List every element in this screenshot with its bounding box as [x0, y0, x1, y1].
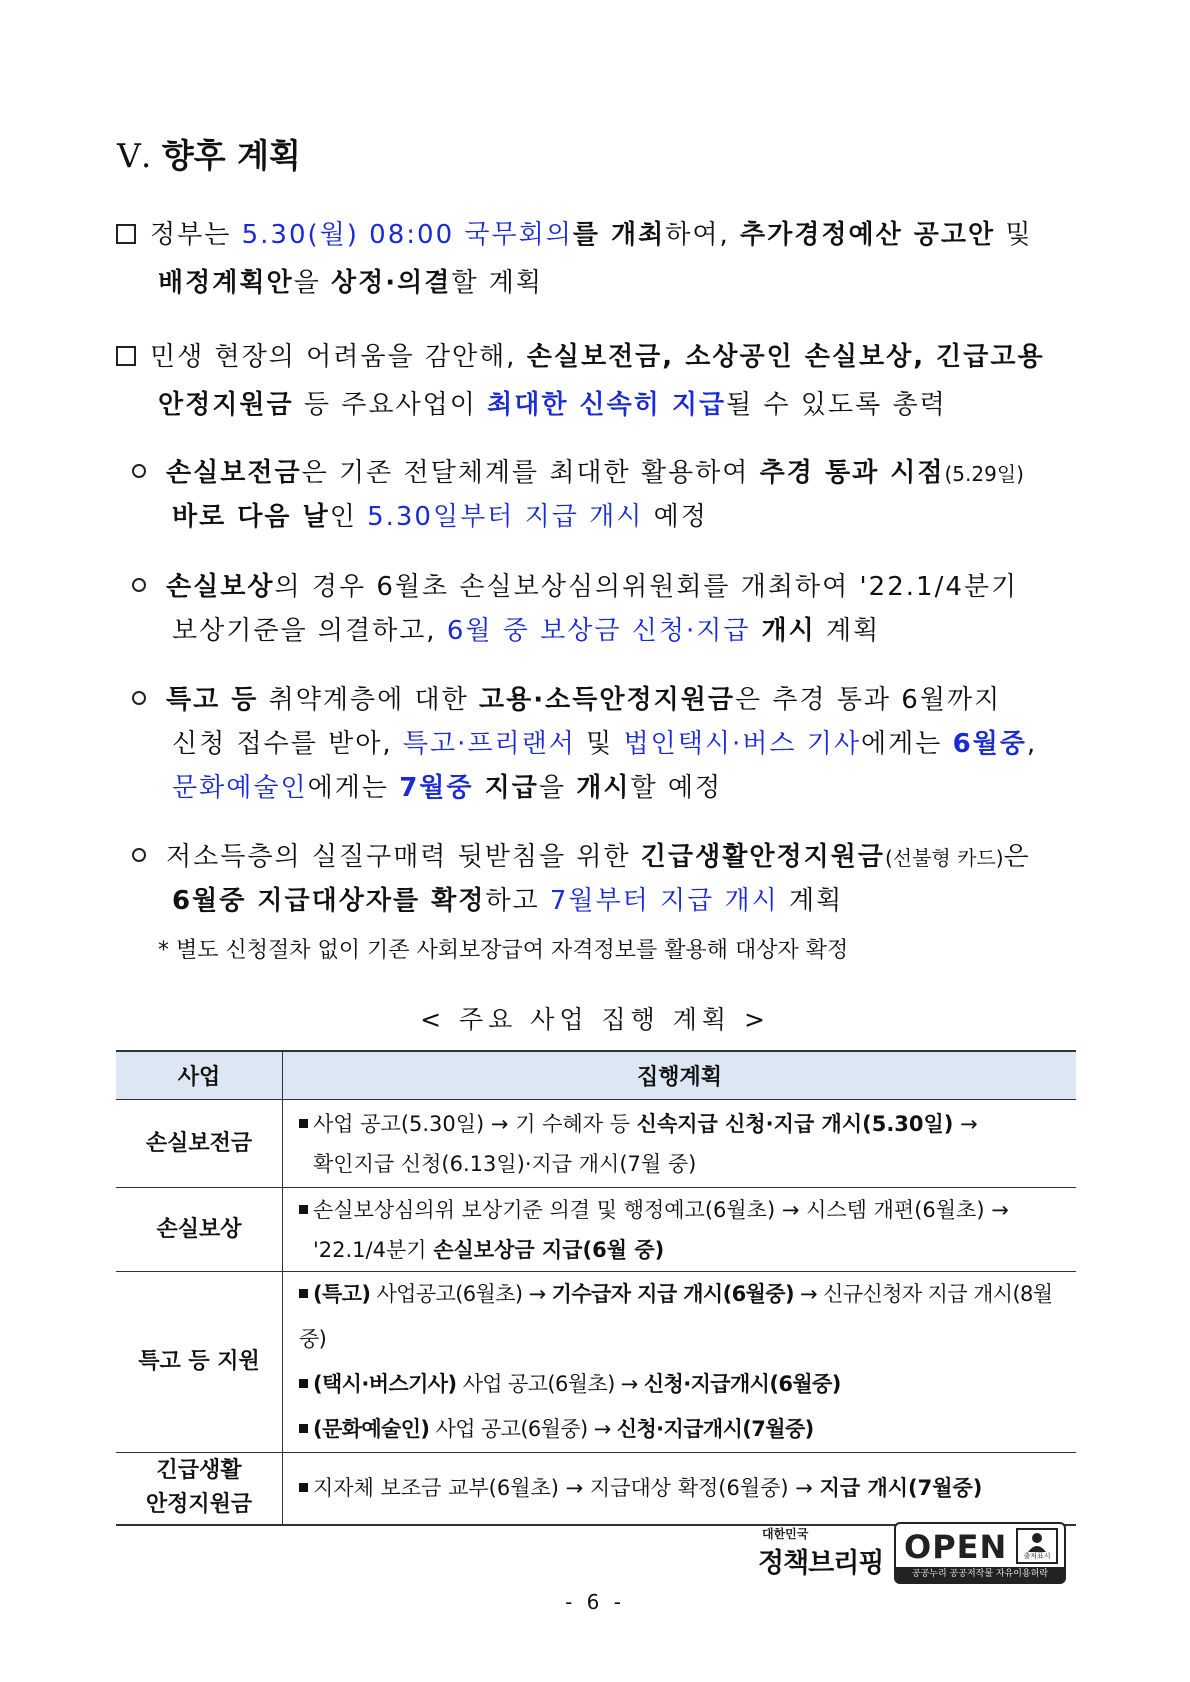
- text-span: 보상기준을 의결하고,: [172, 616, 447, 646]
- bullet-3-line-2: [172, 723, 1037, 765]
- text-span: 사업공고(6월초) →: [370, 1282, 552, 1306]
- text-span: 에게는: [307, 773, 400, 803]
- text-bold: 지급 개시(7월중): [819, 1476, 983, 1501]
- plan-item: [299, 1190, 1064, 1230]
- text-span: 지자체 보조금 교부(6월초) → 지급대상 확정(6월중) →: [313, 1476, 820, 1501]
- text-bold: (문화예술인): [313, 1417, 430, 1441]
- text-span: 될 수 있도록 총력: [726, 390, 947, 420]
- text-span: 사업 공고(5.30일) → 기 수혜자 등: [313, 1111, 637, 1136]
- bullet-4-line-2: [172, 880, 843, 922]
- meeting-datetime: 5.30(월) 08:00 국무회의: [241, 220, 573, 250]
- business-name-line: 긴급생활: [156, 1458, 242, 1484]
- text-bold: 개시: [750, 616, 816, 646]
- text-bold: 긴급생활안정지원금: [640, 842, 885, 872]
- table-header-row: [116, 1051, 1076, 1100]
- text-blue: 법인택시·버스 기사: [623, 729, 861, 759]
- section-1-line-2: [158, 262, 543, 304]
- bullet-4-line-1: [132, 836, 1031, 879]
- plan-item-continuation: 확인지급 신청(6.13일)·지급 개시(7월 중): [313, 1151, 697, 1176]
- license-bar: 공공누리 공공저작물 자유이용허락: [896, 1567, 1064, 1582]
- table-title: < 주요 사업 집행 계획 >: [420, 1005, 770, 1034]
- plan-item: [299, 1468, 1064, 1508]
- text-bold: 6월중 지급대상자를 확정: [172, 886, 486, 916]
- text-span: ,: [1026, 729, 1038, 759]
- bullet-1-line-2: [172, 496, 708, 538]
- text-small: (선불형 카드): [884, 846, 1004, 870]
- text-span: 사업 공고(6월초) →: [456, 1372, 644, 1396]
- plan-cell: [283, 1100, 1077, 1188]
- logo-wordmark: 정책브리핑: [758, 1548, 884, 1579]
- text-blue: 7월부터 지급 개시: [549, 886, 779, 916]
- text-bold: 신청·지급개시(6월중): [643, 1372, 841, 1396]
- text-span: '22.1/4분기: [313, 1237, 434, 1262]
- text-span: 할 예정: [630, 773, 723, 803]
- text-span: 에게는: [860, 729, 953, 759]
- text-blue-bold: 최대한 신속히 지급: [487, 390, 727, 420]
- checkbox-bullet-icon: [116, 346, 136, 366]
- text-span: 및: [995, 220, 1033, 250]
- square-bullet-icon: [299, 1205, 308, 1214]
- business-cell: 손실보전금: [116, 1100, 283, 1188]
- column-header-business: 사업: [116, 1051, 283, 1100]
- policy-briefing-logo: [758, 1525, 882, 1583]
- section-heading: [117, 130, 301, 177]
- heading-title: 향후 계획: [161, 136, 301, 175]
- text-bold: 손실보상금 지급(6월 중): [433, 1237, 665, 1262]
- text-span: 및: [575, 729, 624, 759]
- circle-bullet-icon: [132, 848, 146, 862]
- text-bold: 안정지원금: [158, 390, 294, 420]
- execution-plan-table: [116, 1050, 1076, 1526]
- square-bullet-icon: [299, 1119, 308, 1128]
- text-bold: 지급: [473, 773, 539, 803]
- table-row: [116, 1100, 1076, 1188]
- text-blue-bold: 6월중: [952, 729, 1027, 759]
- text-blue: 문화예술인: [172, 773, 308, 803]
- text-bold: (택시·버스기사): [313, 1372, 457, 1396]
- table-row: [116, 1453, 1076, 1525]
- plan-item: [299, 1362, 1064, 1407]
- plan-cell: [283, 1453, 1077, 1525]
- business-cell: [116, 1453, 283, 1525]
- bullet-2-line-1: [132, 566, 1018, 608]
- text-blue: 6월 중 보상금 신청·지급: [446, 616, 751, 646]
- text-span: 하여,: [665, 220, 741, 250]
- plan-item: [299, 1104, 1064, 1144]
- text-bold: 를 개최: [572, 220, 666, 250]
- kogl-open-license-logo: [894, 1522, 1066, 1584]
- square-bullet-icon: [299, 1289, 308, 1298]
- text-bold: 개시: [576, 773, 631, 803]
- text-span: 민생 현장의 어려움을 감안해,: [150, 342, 527, 372]
- text-small: (5.29일): [944, 462, 1024, 486]
- heading-numeral: Ⅴ.: [117, 136, 152, 175]
- table-row: [116, 1272, 1076, 1453]
- table-row: [116, 1188, 1076, 1272]
- logo-caption: 대한민국: [762, 1527, 809, 1541]
- attribution-badge-icon: [1016, 1528, 1058, 1564]
- bullet-1-line-1: [132, 452, 1024, 495]
- text-bold: 특고 등: [166, 685, 259, 715]
- text-bold: 신청·지급개시(7월중): [616, 1417, 814, 1441]
- plan-item-continuation: [299, 1230, 1064, 1270]
- section-2-line-1: [116, 336, 1045, 378]
- text-bold: 추가경정예산 공고안: [740, 220, 996, 250]
- text-bold: (특고): [313, 1282, 371, 1306]
- text-span: 을: [538, 773, 577, 803]
- plan-cell: [283, 1188, 1077, 1272]
- checkbox-bullet-icon: [116, 224, 136, 244]
- text-bold: 손실보전금, 소상공인 손실보상, 긴급고용: [526, 342, 1045, 372]
- square-bullet-icon: [299, 1379, 308, 1388]
- text-span: 계획: [778, 886, 844, 916]
- footnote: * 별도 신청절차 없이 기존 사회보장급여 자격정보를 활용해 대상자 확정: [158, 938, 849, 963]
- text-blue-bold: 7월중: [399, 773, 474, 803]
- plan-item: [299, 1407, 1064, 1452]
- text-blue: 특고·프리랜서: [402, 729, 576, 759]
- open-wordmark: OPEN: [904, 1528, 1008, 1566]
- text-span: 을: [293, 268, 331, 298]
- text-span: 저소득층의 실질구매력 뒷받침을 위한: [166, 842, 641, 872]
- plan-cell: [283, 1272, 1077, 1453]
- text-span: 의 경우 6월초 손실보상심의위원회를 개최하여 '22.1/4분기: [274, 572, 1019, 602]
- bullet-3-line-3: [172, 767, 722, 809]
- circle-bullet-icon: [132, 578, 146, 592]
- text-bold: 신속지급 신청·지급 개시(5.30일): [636, 1111, 954, 1136]
- text-bold: 기수급자 지급 개시(6월중): [551, 1282, 794, 1306]
- bullet-3-line-1: [132, 679, 1001, 721]
- text-span: 취약계층에 대한: [258, 685, 480, 715]
- business-name-line: 안정지원금: [145, 1492, 253, 1518]
- page-number: - 6 -: [565, 1590, 625, 1614]
- text-span: 할 계획: [451, 268, 543, 298]
- section-2-line-2: [158, 384, 947, 426]
- square-bullet-icon: [299, 1483, 308, 1492]
- text-bold: 손실보상: [166, 572, 275, 602]
- text-span: 손실보상심의위 보상기준 의결 및 행정예고(6월초) → 시스템 개편(6월초) →: [313, 1197, 1009, 1222]
- text-span: 은 추경 통과 6월까지: [734, 685, 1002, 715]
- text-span: 정부는: [150, 220, 242, 250]
- badge-caption: 출처표시: [1023, 1552, 1051, 1560]
- square-bullet-icon: [299, 1424, 308, 1433]
- text-span: 하고: [485, 886, 550, 916]
- text-span: 사업 공고(6월중) →: [429, 1417, 617, 1441]
- text-span: 신청 접수를 받아,: [172, 729, 403, 759]
- business-cell: 손실보상: [116, 1188, 283, 1272]
- bullet-2-line-2: [172, 610, 880, 652]
- section-1-line-1: [116, 214, 1033, 256]
- circle-bullet-icon: [132, 691, 146, 705]
- text-span: →: [953, 1111, 978, 1136]
- text-span: 예정: [643, 502, 708, 532]
- plan-item: [299, 1272, 1064, 1362]
- text-span: 은 기존 전달체계를 최대한 활용하여: [301, 458, 760, 488]
- text-span: → 신규신청자 지급 개시(8월중): [299, 1282, 1053, 1351]
- text-span: 인: [329, 502, 368, 532]
- column-header-plan: 집행계획: [283, 1051, 1077, 1100]
- text-span: 은: [1003, 842, 1031, 872]
- text-bold: 상정·의결: [330, 268, 452, 298]
- business-cell: 특고 등 지원: [116, 1272, 283, 1453]
- text-bold: 배정계획안: [158, 268, 294, 298]
- text-bold: 손실보전금: [166, 458, 302, 488]
- text-span: 계획: [815, 616, 881, 646]
- text-span: 등 주요사업이: [293, 390, 488, 420]
- text-blue: 5.30일부터 지급 개시: [367, 502, 644, 532]
- text-bold: 고용·소득안정지원금: [479, 685, 735, 715]
- text-bold: 추경 통과 시점: [759, 458, 945, 488]
- circle-bullet-icon: [132, 464, 146, 478]
- text-bold: 바로 다음 날: [172, 502, 330, 532]
